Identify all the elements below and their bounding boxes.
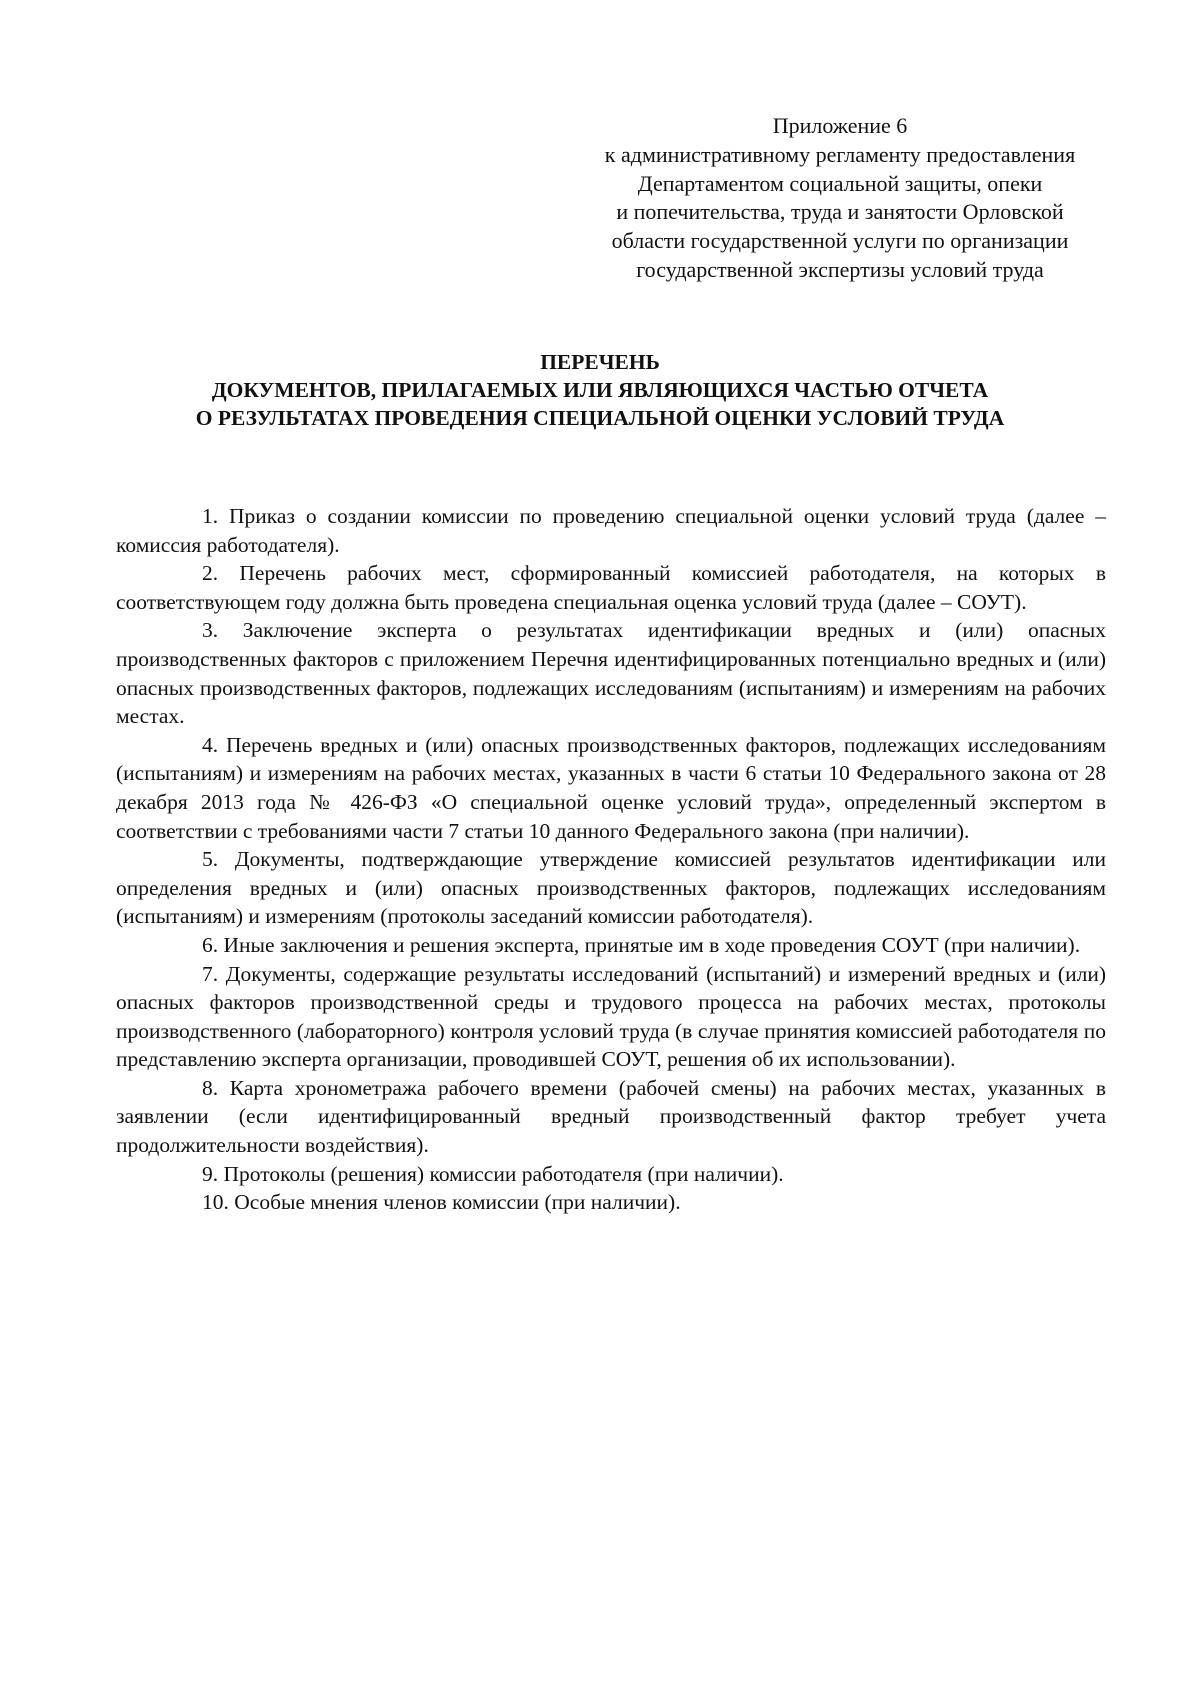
appendix-line: государственной экспертизы условий труда (636, 256, 1044, 282)
appendix-line: к административному регламенту предоставления (604, 141, 1076, 167)
list-item: 1. Приказ о создании комиссии по проведению специальной оценки условий труда (далее – комиссия работодателя). (116, 504, 1106, 557)
list-item: 4. Перечень вредных и (или) опасных производственных факторов, подлежащих исследованиям (испытаниям) и измерениям на рабочих местах, указанных в части 6 статьи 10 Федерального закона от 28 декабря 2013 года № 426-ФЗ «О специальной оценке условий труда», определенный экспертом в соответствии с требованиями части 7 статьи 10 данного Федерального закона (при наличии). (116, 732, 1106, 843)
list-item: 8. Карта хронометража рабочего времени (рабочей смены) на рабочих местах, указанных в заявлении (если идентифицированный вредный производственный фактор требует учета продолжительности воздействия). (116, 1075, 1106, 1158)
title-line: О РЕЗУЛЬТАТАХ ПРОВЕДЕНИЯ СПЕЦИАЛЬНОЙ ОЦЕНКИ УСЛОВИЙ ТРУДА (195, 406, 1005, 430)
title-line: ПЕРЕЧЕНЬ (540, 350, 660, 374)
document-title (100, 348, 1100, 432)
list-item: 2. Перечень рабочих мест, сформированный комиссией работодателя, на которых в соответствующем году должна быть проведена специальная оценка условий труда (далее – СОУТ). (116, 561, 1106, 614)
list-item: 3. Заключение эксперта о результатах идентификации вредных и (или) опасных производственных факторов с приложением Перечня идентифицированных потенциально вредных и (или) опасных производственных факторов, подлежащих исследованиям (испытаниям) и измерениям на рабочих местах. (116, 618, 1106, 729)
appendix-line: Приложение 6 (772, 113, 908, 138)
appendix-line: Департаментом социальной защиты, опеки (637, 170, 1043, 196)
appendix-line: и попечительства, труда и занятости Орловской (616, 199, 1064, 225)
list-item: 6. Иные заключения и решения эксперта, принятые им в ходе проведения СОУТ (при наличии). (202, 932, 1081, 957)
list-item: 5. Документы, подтверждающие утверждение комиссией результатов идентификации или определения вредных и (или) опасных производственных факторов, подлежащих исследованиям (испытаниям) и измерениям (протоколы заседаний комиссии работодателя). (116, 847, 1106, 929)
list-item: 7. Документы, содержащие результаты исследований (испытаний) и измерений вредных и (или) опасных факторов производственной среды и трудового процесса на рабочих местах, протоколы производственного (лабораторного) контроля условий труда (в случае принятия комиссией работодателя по представлению эксперта организации, проводившей СОУТ, решения об их использовании). (116, 961, 1106, 1072)
list-item: 9. Протоколы (решения) комиссии работодателя (при наличии). (202, 1161, 784, 1186)
list-item: 10. Особые мнения членов комиссии (при наличии). (202, 1190, 681, 1215)
appendix-line: области государственной услуги по организации (611, 228, 1069, 254)
document-list (116, 502, 1106, 1217)
title-line: ДОКУМЕНТОВ, ПРИЛАГАЕМЫХ ИЛИ ЯВЛЯЮЩИХСЯ ЧАСТЬЮ ОТЧЕТА (211, 378, 989, 402)
appendix-header (560, 112, 1120, 285)
